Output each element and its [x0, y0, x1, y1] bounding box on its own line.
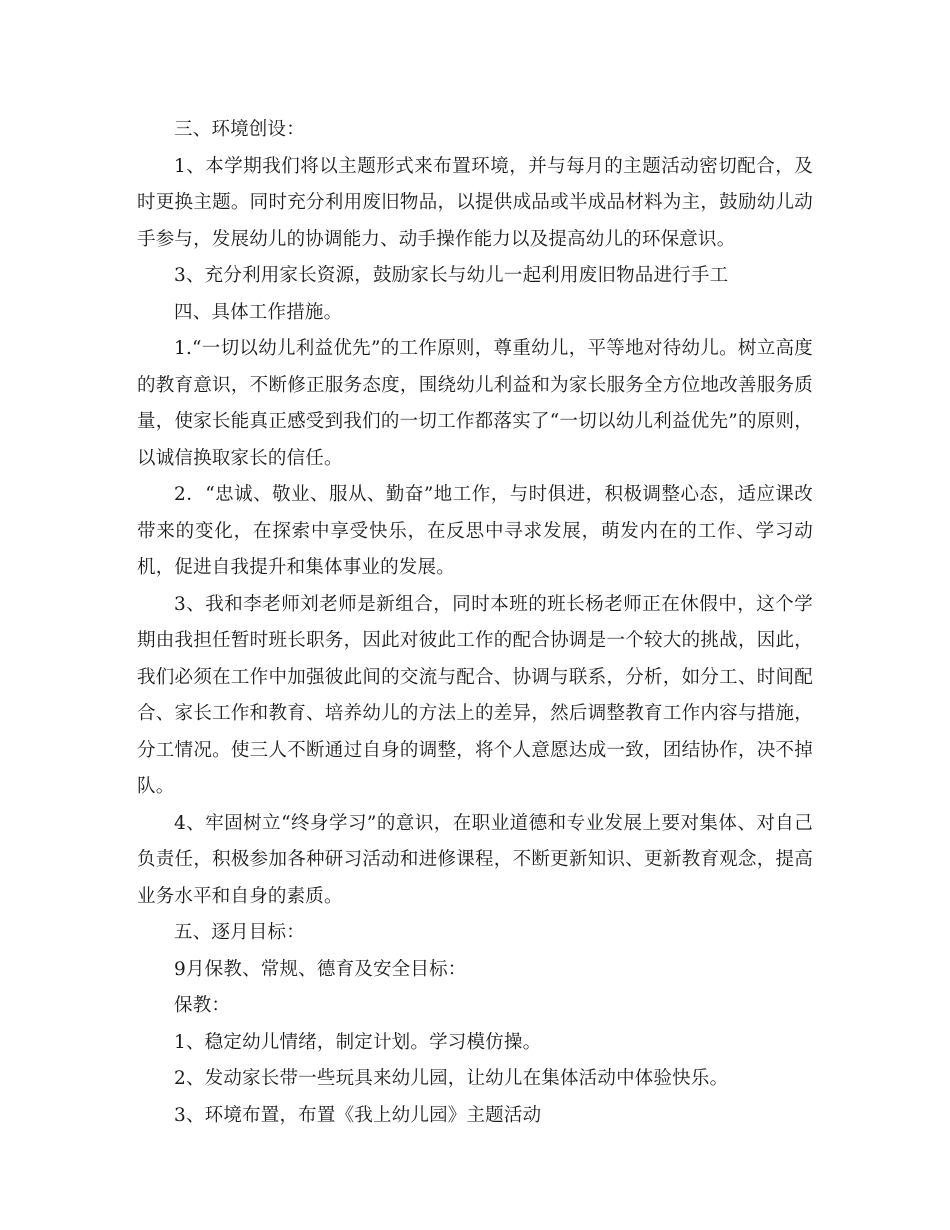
paragraph-environment-item-3: 3、充分利用家长资源，鼓励家长与幼儿一起利用废旧物品进行手工	[174, 265, 729, 286]
section-heading-monthly-goals: 五、逐月目标：	[174, 922, 305, 943]
document-body	[137, 112, 813, 1134]
paragraph-care-item-1: 1、稳定幼儿情绪，制定计划。学习模仿操。	[174, 1031, 542, 1053]
subheading-september-goals: 9月保教、常规、德育及安全目标：	[174, 958, 467, 980]
paragraph-measure-3: 3、我和李老师刘老师是新组合，同时本班的班长杨老师正在休假中，这个学期由我担任暂时班长职务，因此对彼此工作的配合协调是一个较大的挑战，因此，我们必须在工作中加强彼此间的交流与配合、协调与联系，分析，如分工、时间配合、家长工作和教育、培养幼儿的方法上的差异，然后调整教育工作内容与措施，分工情况。使三人不断通过自身的调整，将个人意愿达成一致，团结协作，决不掉队。	[137, 593, 813, 797]
paragraph-care-item-2: 2、发动家长带一些玩具来幼儿园，让幼儿在集体活动中体验快乐。	[174, 1068, 729, 1089]
paragraph-environment-item-1: 1、本学期我们将以主题形式来布置环境，并与每月的主题活动密切配合，及时更换主题。同时充分利用废旧物品，以提供成品或半成品材料为主，鼓励幼儿动手参与，发展幼儿的协调能力、动手操作能力以及提高幼儿的环保意识。	[137, 155, 813, 250]
section-heading-environment: 三、环境创设：	[174, 119, 305, 140]
paragraph-measure-2: 2．“忠诚、敬业、服从、勤奋”地工作，与时俱进，积极调整心态，适应课改带来的变化，在探索中享受快乐，在反思中寻求发展，萌发内在的工作、学习动机，促进自我提升和集体事业的发展。	[137, 484, 813, 578]
paragraph-care-item-3: 3、环境布置，布置《我上幼儿园》主题活动	[174, 1104, 542, 1126]
section-heading-measures: 四、具体工作措施。	[174, 301, 343, 323]
subheading-care-education: 保教：	[174, 995, 231, 1016]
paragraph-measure-1: 1.“一切以幼儿利益优先”的工作原则，尊重幼儿，平等地对待幼儿。树立高度的教育意识，不断修正服务态度，围绕幼儿利益和为家长服务全方位地改善服务质量，使家长能真正感受到我们的一切工作都落实了“一切以幼儿利益优先”的原则，以诚信换取家长的信任。	[137, 338, 813, 469]
paragraph-measure-4: 4、牢固树立“终身学习”的意识，在职业道德和专业发展上要对集体、对自己负责任，积极参加各种研习活动和进修课程，不断更新知识、更新教育观念，提高业务水平和自身的素质。	[137, 812, 813, 907]
